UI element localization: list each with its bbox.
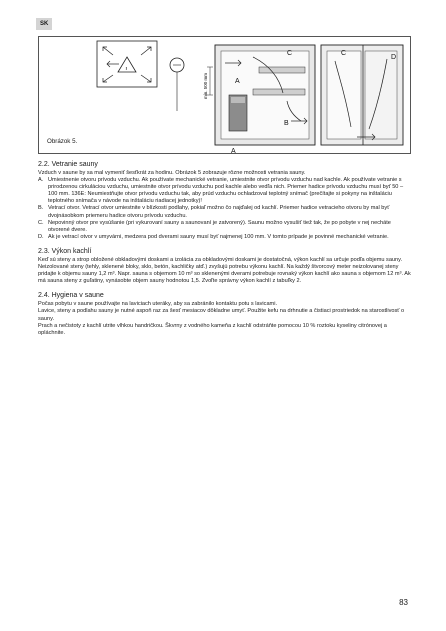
- label-d: D: [391, 54, 397, 61]
- section-title: 2.4. Hygiena v saune: [38, 292, 104, 300]
- paragraph: Lavice, steny a podlahu sauny je nutné aspoň raz za šesť mesiacov dôkladne umyť. Použite kefu na drhnutie a čistiaci prostriedok na starostlivosť o sauny.: [38, 308, 405, 322]
- section-hygiene: [38, 291, 411, 336]
- section-title: 2.3. Výkon kachlí: [38, 247, 92, 255]
- language-tag: SK: [36, 18, 52, 30]
- list-marker: A.: [38, 177, 44, 184]
- section-title: 2.2. Vetranie sauny: [38, 161, 98, 168]
- document-body: [38, 160, 411, 343]
- figure-5: [38, 36, 411, 154]
- label-c-middle: C: [287, 50, 293, 57]
- list-item: [38, 177, 411, 205]
- paragraph: Vzduch v saune by sa mal vymeniť šesťkrát za hodinu. Obrázok 5 zobrazuje rôzne možnosti vetrania sauny.: [38, 170, 306, 176]
- ventilation-diagram: [39, 37, 412, 155]
- paragraph: Prach a nečistoty z kachlí utrite vlhkou handričkou. Škvrny z vodného kameňa z kachlí odstráňte pomocou 10 % roztoku kyseliny citrónovej a opláchnite.: [38, 322, 387, 336]
- figure-caption: Obrázok 5.: [47, 138, 78, 145]
- sauna-cabin-drawing: [203, 45, 315, 155]
- ventilation-topview-drawing: [97, 41, 184, 111]
- label-b: B: [284, 120, 289, 127]
- list-marker: D.: [38, 233, 44, 240]
- list-item: [38, 205, 411, 219]
- list-item-text: Ak je vetrací otvor v umyvárni, medzera pod dverami sauny musí byť najmenej 100 mm. V tomto prípade je povinné mechanické vetranie.: [48, 233, 389, 240]
- list-marker: B.: [38, 205, 44, 212]
- list-item-text: Vetrací otvor. Vetrací otvor umiestnite v blízkosti podlahy, pokiaľ možno čo najďalej od kachlí. Priemer hadice vetracieho otvoru by mal byť dvojnásobkom priemeru hadice otvoru prívodu vzduchu.: [48, 205, 390, 219]
- label-a-lower: A: [231, 148, 236, 155]
- section-heater-output: [38, 247, 411, 285]
- label-c-right: C: [341, 50, 347, 57]
- list-item: [38, 220, 411, 234]
- list-marker: C.: [38, 219, 44, 226]
- ventilation-list: [38, 177, 411, 241]
- paragraph: Počas pobytu v saune používajte na laviciach uteráky, aby sa zabránilo kontaktu potu s lavicami.: [38, 301, 278, 308]
- page-number: 83: [399, 598, 408, 607]
- list-item: [38, 234, 411, 241]
- min-distance-label: min. 500 mm: [203, 72, 208, 99]
- list-item-text: Nepovinný otvor pre vysúšanie (pri vykurovaní sauny a saunovaní je zatvorený). Saunu možno vysušiť tiež tak, že po pobyte v nej necháte otvorené dvere.: [48, 219, 391, 233]
- list-item-text: Umiestnenie otvoru prívodu vzduchu. Ak používate mechanické vetranie, umiestnite otvor prívodu vzduchu nad kachle. Ak používate vetranie s prirodzenou cirkuláciou vzduchu, umiestnite otvor prívodu vzduchu pod kachle alebo vedľa nich. Priemer hadice prívodu vzduchu musí byť 50 – 100 mm. 136E: Neumiestňujte otvor prívodu vzduchu tak, aby prúd vzduchu ochladzoval teplotný snímač (prečítajte si pokyny na inštaláciu teplotného snímača v návode na inštaláciu riadiacej jednotky)!: [48, 177, 404, 205]
- section-ventilation: [38, 160, 411, 241]
- paragraph: Keď sú steny a strop obložené obkladovými doskami a izolácia za obkladovými doskami je dostatočná, výkon kachlí sa určuje podľa objemu sauny. Neizolované steny (tehly, sklenené bloky, sklo, betón, kachličky atď.) zvyšujú potrebu výkonu kachlí. Na každý štvorcový meter neizolovanej steny pridajte k objemu sauny 1,2 m³. Napr. sauna s objemom 10 m³ so sklenenými dverami potrebuje rovnaký výkon kachlí ako sauna s objemom 12 m³. Ak má sauna steny z guľatiny, vynásobte objem sauny hodnotou 1,5. Zvoľte správny výkon kachlí z tabuľky 2.: [38, 256, 411, 285]
- label-a-upper: A: [235, 78, 240, 85]
- sauna-door-drawing: [321, 45, 403, 145]
- svg-text:!: !: [125, 66, 127, 71]
